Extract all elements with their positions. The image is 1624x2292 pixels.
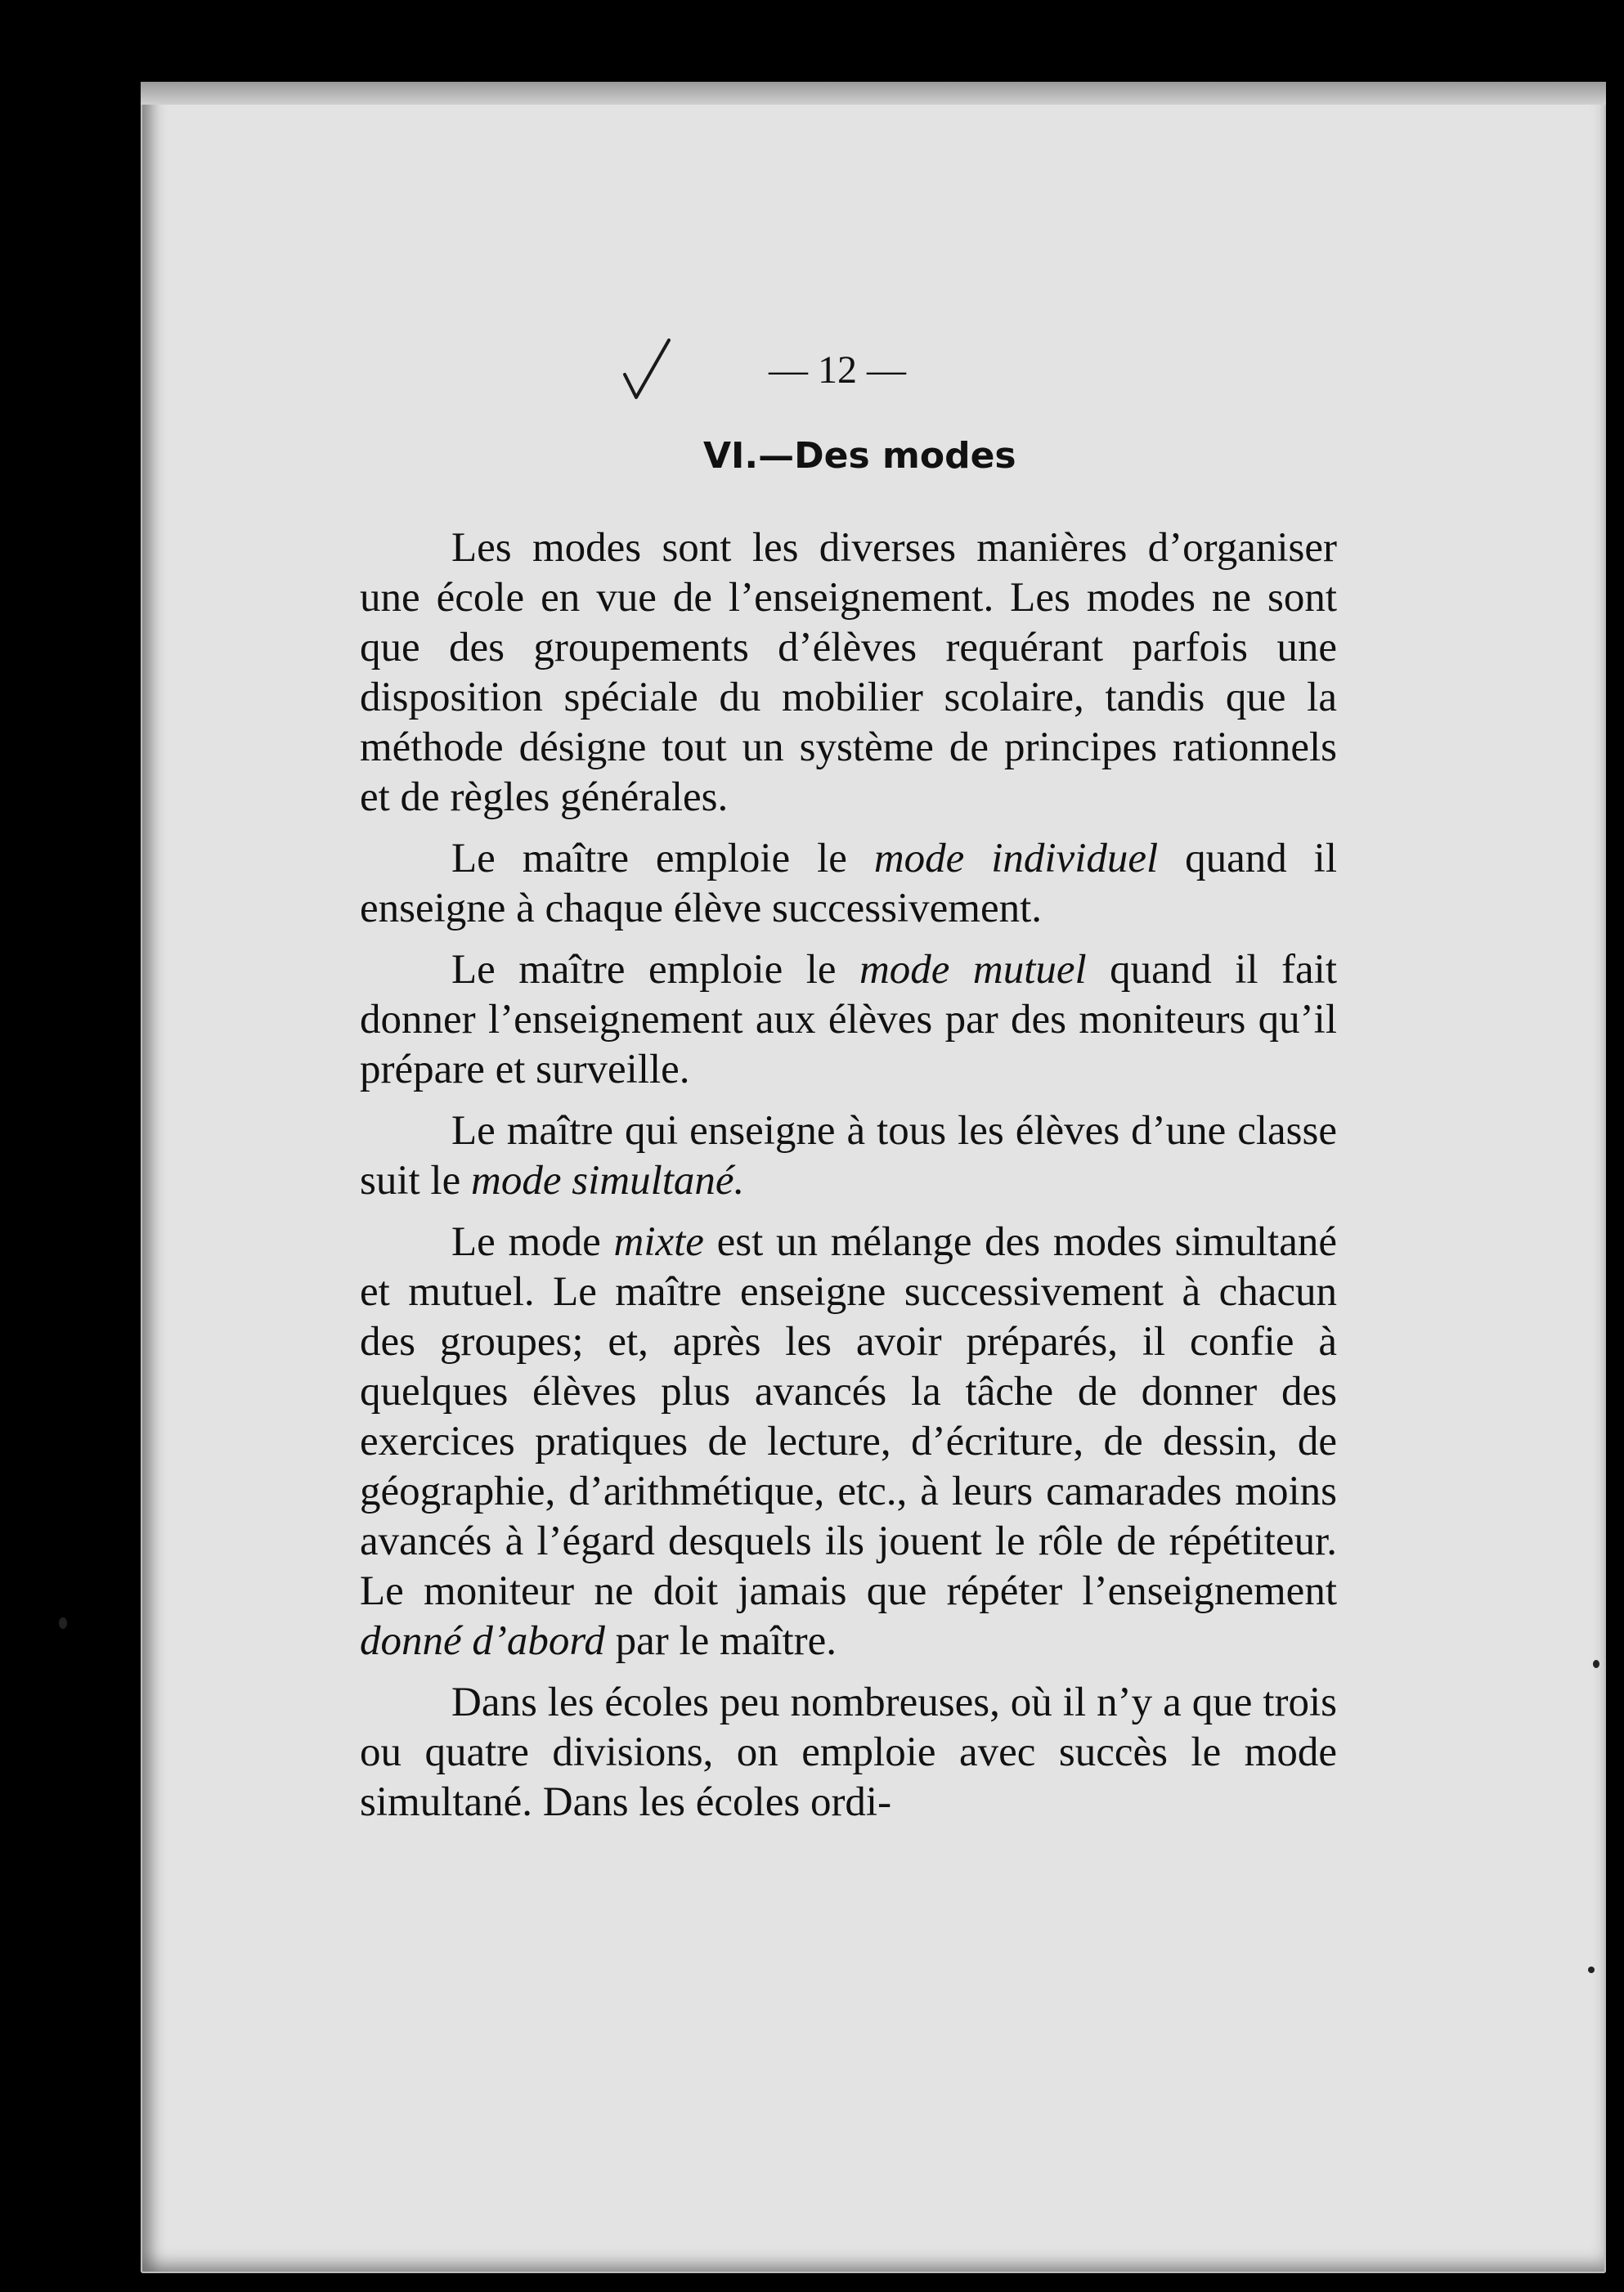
italic-term: donné d’abord	[360, 1618, 605, 1664]
section-title: VI.—Des modes	[703, 435, 1016, 477]
paragraph	[360, 523, 1337, 823]
scan-speck	[1593, 1660, 1599, 1668]
text-run: Le maître emploie le	[451, 947, 859, 993]
text-run: Le mode	[451, 1219, 614, 1265]
check-mark-icon	[621, 337, 672, 402]
italic-term: mode mutuel	[859, 947, 1087, 993]
text-run: Le maître emploie le	[451, 836, 874, 881]
text-run: Le maître qui enseigne à tous les élèves d’une classe suit le	[360, 1108, 1337, 1204]
text-run: Les modes sont les diverses manières d’organiser une école en vue de l’enseignement. Les modes ne sont que des groupements d’élèves requérant parfois une disposition spéciale du mobilier scolaire, tandis que la méthode désigne tout un système de principes rationnels et de règles générales.	[360, 525, 1337, 820]
italic-term: mode simultané.	[471, 1158, 745, 1204]
paragraph	[360, 834, 1337, 934]
paragraph	[360, 1218, 1337, 1666]
paragraph	[360, 945, 1337, 1095]
text-run: quand il fait donner l’enseignement aux élèves par des moniteurs qu’il prépare et surveille.	[360, 947, 1338, 1092]
scan-speck	[59, 1617, 67, 1629]
paragraph	[360, 1106, 1337, 1206]
scan-speck	[1588, 1967, 1595, 1973]
text-run: quand il enseigne à chaque élève successivement.	[360, 836, 1337, 931]
text-run: est un mélange des modes simultané et mutuel. Le maître enseigne successivement à chacun des groupes; et, après les avoir préparés, il confie à quelques élèves plus avancés la tâche de donner des exercices pratiques de lecture, d’écriture, de dessin, de géographie, d’arithmétique, etc., à leurs camarades moins avancés à l’égard desquels ils jouent le rôle de répétiteur. Le moniteur ne doit jamais que répéter l’enseignement	[360, 1219, 1337, 1614]
body-text	[360, 523, 1337, 1839]
paragraph	[360, 1678, 1337, 1828]
text-run: Dans les écoles peu nombreuses, où il n’y a que trois ou quatre divisions, on emploie avec succès le mode simultané. Dans les écoles ordi-	[360, 1680, 1337, 1825]
italic-term: mixte	[613, 1219, 704, 1265]
italic-term: mode individuel	[873, 836, 1159, 881]
page-number: — 12 —	[769, 348, 906, 392]
text-run: par le maître.	[604, 1618, 837, 1664]
